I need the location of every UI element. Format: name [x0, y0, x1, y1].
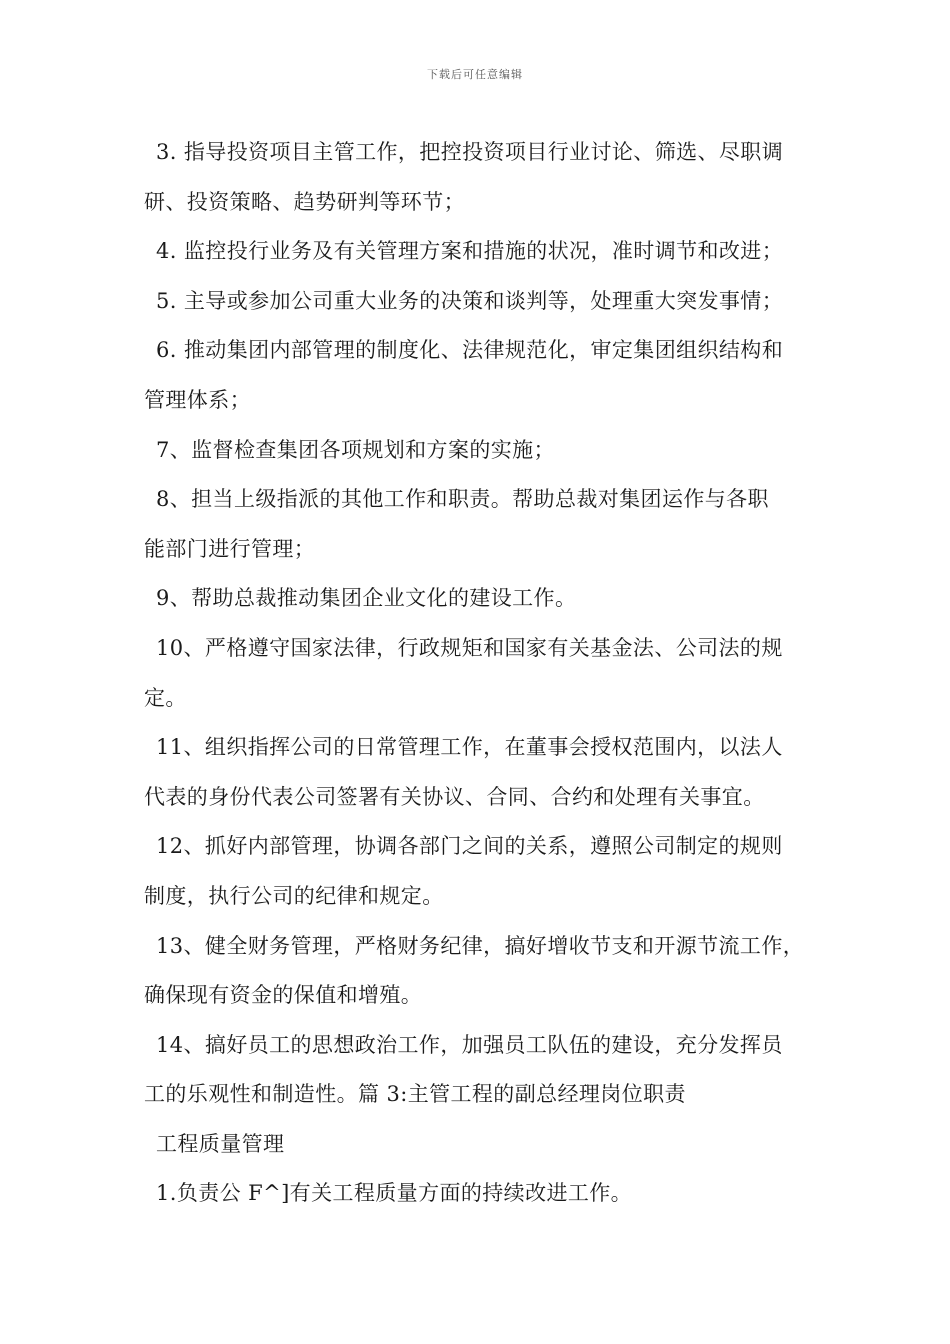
text-line: 5. 主导或参加公司重大业务的决策和谈判等，处理重大突发事情；: [156, 288, 784, 313]
text-line: 9、帮助总裁推动集团企业文化的建设工作。: [156, 586, 577, 611]
text-line: 10、严格遵守国家法律，行政规矩和国家有关基金法、公司法的规: [156, 635, 783, 660]
text-line: 工的乐观性和制造性。篇 3:主管工程的副总经理岗位职责: [144, 1082, 686, 1107]
text-line: 研、投资策略、趋势研判等环节；: [144, 189, 465, 214]
text-line: 能部门进行管理；: [144, 536, 316, 561]
text-line: 11、组织指挥公司的日常管理工作，在董事会授权范围内，以法人: [156, 735, 783, 760]
text-line: 制度，执行公司的纪律和规定。: [144, 883, 444, 908]
text-line: 管理体系；: [144, 387, 251, 412]
text-line: 代表的身份代表公司签署有关协议、合同、合约和处理有关事宜。: [144, 784, 765, 809]
page-header: 下载后可任意编辑: [427, 68, 523, 81]
text-line: 6. 推动集团内部管理的制度化、法律规范化，审定集团组织结构和: [156, 338, 784, 363]
text-line: 14、搞好员工的思想政治工作，加强员工队伍的建设，充分发挥员: [156, 1032, 783, 1057]
text-line: 12、抓好内部管理，协调各部门之间的关系，遵照公司制定的规则: [156, 834, 783, 859]
text-line: 工程质量管理: [156, 1131, 285, 1156]
text-line: 定。: [144, 685, 187, 710]
text-line: 3. 指导投资项目主管工作，把控投资项目行业讨论、筛选、尽职调: [156, 140, 784, 164]
text-line: 1.负责公 F^]有关工程质量方面的持续改进工作。: [156, 1181, 633, 1206]
text-line: 7、监督检查集团各项规划和方案的实施；: [156, 437, 555, 462]
text-line: 4. 监控投行业务及有关管理方案和措施的状况，准时调节和改进；: [156, 239, 784, 264]
document-body: [144, 128, 824, 1219]
text-line: 确保现有资金的保值和增殖。: [144, 983, 423, 1008]
text-line: 13、健全财务管理，严格财务纪律，搞好增收节支和开源节流工作，: [156, 933, 805, 958]
text-line: 8、担当上级指派的其他工作和职责。帮助总裁对集团运作与各职: [156, 487, 769, 512]
